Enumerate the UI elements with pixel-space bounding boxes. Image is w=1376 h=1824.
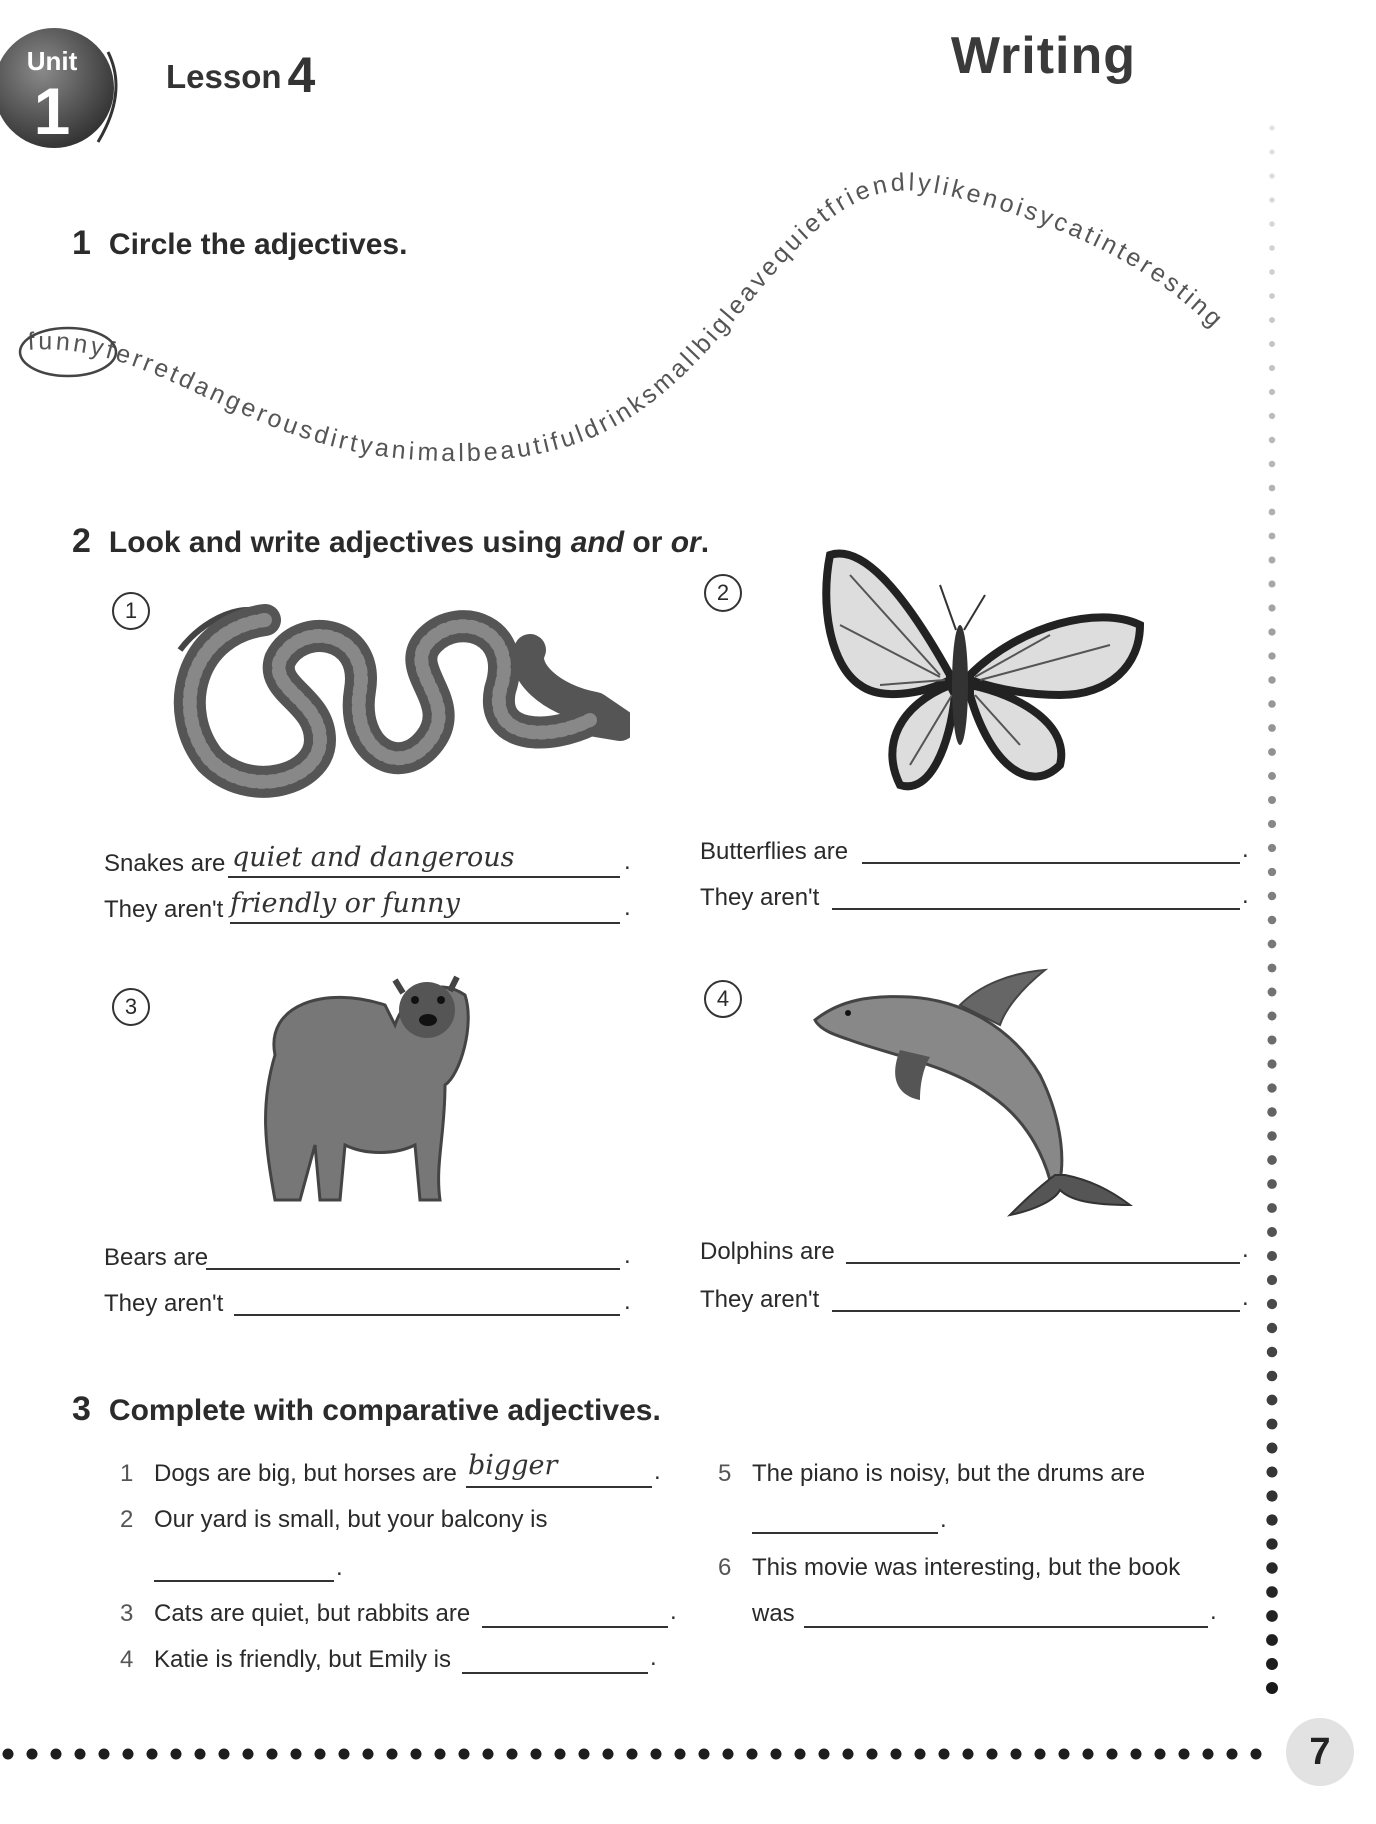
- decorative-dot: [1266, 1562, 1277, 1573]
- item4-line1-label: Dolphins are: [700, 1238, 835, 1265]
- ex3-item5-text: The piano is noisy, but the drums are: [752, 1460, 1146, 1487]
- decorative-dot: [1266, 1538, 1277, 1549]
- decorative-dot: [435, 1749, 446, 1760]
- period: .: [670, 1598, 677, 1625]
- decorative-dot: [1269, 461, 1276, 468]
- decorative-dot: [1268, 628, 1275, 635]
- decorative-dot: [51, 1749, 62, 1760]
- period: .: [650, 1644, 657, 1671]
- decorative-dot: [963, 1749, 974, 1760]
- decorative-dot: [1267, 1395, 1278, 1406]
- exercise2-number: 2: [72, 522, 91, 560]
- decorative-dot: [507, 1749, 518, 1760]
- decorative-dot: [1267, 1107, 1276, 1116]
- item4-line1-blank[interactable]: [846, 1262, 1240, 1264]
- ex3-item4-num: 4: [120, 1646, 134, 1673]
- item1-line1-label: Snakes are: [104, 850, 226, 877]
- decorative-dots-right: [1260, 120, 1284, 1710]
- period: .: [1242, 1284, 1249, 1311]
- period: .: [624, 1242, 631, 1269]
- section-title: Writing: [950, 27, 1136, 85]
- exercise3-heading: [72, 1390, 661, 1429]
- item2-number: 2: [704, 574, 742, 612]
- decorative-dot: [1266, 1634, 1278, 1646]
- decorative-dot: [1267, 1251, 1277, 1261]
- ex3-item6-text: This movie was interesting, but the book: [752, 1554, 1181, 1581]
- decorative-dot: [531, 1749, 542, 1760]
- exercise2-instruction-and: and: [570, 526, 625, 559]
- item3-line1-label: Bears are: [104, 1244, 209, 1271]
- ex3-item3-text: Cats are quiet, but rabbits are: [154, 1600, 471, 1627]
- item4-line2-label: They aren't: [700, 1286, 820, 1313]
- decorative-dot: [1267, 1083, 1276, 1092]
- decorative-dot: [699, 1749, 710, 1760]
- decorative-dot: [1268, 580, 1275, 587]
- decorative-dot: [1227, 1749, 1238, 1760]
- decorative-dot: [1267, 1203, 1277, 1213]
- ex3-item1: [120, 1460, 457, 1488]
- decorative-dot: [1266, 1514, 1277, 1525]
- decorative-dot: [1267, 1035, 1276, 1044]
- decorative-dot: [843, 1749, 854, 1760]
- unit-badge: [0, 22, 120, 154]
- decorative-dot: [1268, 820, 1276, 828]
- lesson-label: Lesson: [166, 58, 282, 95]
- item1-line2-blank[interactable]: [230, 922, 620, 924]
- decorative-dot: [1266, 1586, 1278, 1598]
- item1-line1-blank[interactable]: [228, 876, 620, 878]
- decorative-dot: [339, 1749, 350, 1760]
- decorative-dot: [1268, 988, 1277, 997]
- word-snake: [0, 150, 1300, 490]
- decorative-dot: [651, 1749, 662, 1760]
- item1-line2-answer: friendly or funny: [230, 888, 460, 919]
- bear-illustration: [245, 965, 485, 1210]
- ex3-item5-blank[interactable]: [752, 1532, 938, 1534]
- decorative-dot: [1268, 868, 1276, 876]
- decorative-dot: [171, 1749, 182, 1760]
- decorative-dot: [1270, 126, 1275, 131]
- decorative-dot: [243, 1749, 254, 1760]
- decorative-dot: [1266, 1466, 1277, 1477]
- decorative-dot: [1267, 1179, 1277, 1189]
- period: .: [1210, 1598, 1217, 1625]
- ex3-item5: [718, 1460, 1145, 1488]
- decorative-dot: [1268, 916, 1277, 925]
- item3-number: 3: [112, 988, 150, 1026]
- decorative-dot: [1268, 604, 1275, 611]
- decorative-dot: [147, 1749, 158, 1760]
- decorative-dot: [3, 1749, 14, 1760]
- decorative-dot: [1269, 197, 1274, 202]
- decorative-dot: [579, 1749, 590, 1760]
- decorative-dot: [99, 1749, 110, 1760]
- item2-line2-blank[interactable]: [832, 908, 1240, 910]
- decorative-dot: [27, 1749, 38, 1760]
- ex3-item3-blank[interactable]: [482, 1626, 668, 1628]
- ex3-item2-blank[interactable]: [154, 1580, 334, 1582]
- decorative-dot: [915, 1749, 926, 1760]
- lesson-number: 4: [287, 47, 316, 103]
- decorative-dot: [1267, 1299, 1277, 1309]
- decorative-dot: [1266, 1610, 1278, 1622]
- unit-number: 1: [33, 74, 71, 148]
- decorative-dot: [1268, 940, 1277, 949]
- exercise1-number: 1: [72, 224, 91, 262]
- decorative-dot: [315, 1749, 326, 1760]
- unit-label: Unit: [26, 46, 78, 76]
- lesson-title: [166, 46, 315, 104]
- decorative-dot: [1266, 1658, 1278, 1670]
- decorative-dot: [75, 1749, 86, 1760]
- decorative-dot: [1268, 748, 1276, 756]
- ex3-item4-text: Katie is friendly, but Emily is: [154, 1646, 451, 1673]
- decorative-dot: [195, 1749, 206, 1760]
- item1-line2-label: They aren't: [104, 896, 224, 923]
- ex3-item4-blank[interactable]: [462, 1672, 648, 1674]
- decorative-dot: [1269, 413, 1275, 419]
- decorative-dot: [1269, 173, 1274, 178]
- decorative-dot: [1267, 1275, 1277, 1285]
- ex3-item6-num: 6: [718, 1554, 732, 1581]
- exercise1-instruction: Circle the adjectives.: [108, 228, 408, 261]
- period: .: [624, 848, 631, 875]
- ex3-item6: [718, 1554, 1180, 1582]
- decorative-dot: [555, 1749, 566, 1760]
- decorative-dot: [1266, 1682, 1278, 1694]
- decorative-dot: [939, 1749, 950, 1760]
- ex3-item6-text2: was: [752, 1600, 795, 1627]
- period: .: [624, 894, 631, 921]
- exercise2-heading: [72, 522, 709, 561]
- decorative-dot: [1011, 1749, 1022, 1760]
- decorative-dot: [1131, 1749, 1142, 1760]
- decorative-dot: [1269, 485, 1276, 492]
- decorative-dot: [603, 1749, 614, 1760]
- exercise2-instruction-mid: or: [624, 526, 671, 559]
- decorative-dot: [1083, 1749, 1094, 1760]
- period: .: [1242, 1236, 1249, 1263]
- word-snake-text: [27, 168, 1230, 467]
- decorative-dot: [1268, 844, 1276, 852]
- ex3-item2-text: Our yard is small, but your balcony is: [154, 1506, 548, 1533]
- decorative-dot: [1269, 437, 1275, 443]
- ex3-item5-num: 5: [718, 1460, 732, 1487]
- period: .: [940, 1506, 947, 1533]
- item2-line1-label: Butterflies are: [700, 838, 849, 865]
- decorative-dot: [771, 1749, 782, 1760]
- page-number: 7: [1286, 1718, 1354, 1786]
- period: .: [336, 1554, 343, 1581]
- decorative-dot: [1269, 341, 1275, 347]
- decorative-dot: [1268, 772, 1276, 780]
- ex3-item3: [120, 1600, 470, 1628]
- butterfly-illustration: [820, 545, 1150, 800]
- decorative-dot: [723, 1749, 734, 1760]
- decorative-dot: [747, 1749, 758, 1760]
- ex3-item2: [120, 1506, 547, 1534]
- decorative-dot: [1268, 892, 1276, 900]
- ex3-item6-blank[interactable]: [804, 1626, 1208, 1628]
- exercise3-number: 3: [72, 1390, 91, 1428]
- ex3-item1-blank[interactable]: [466, 1486, 652, 1488]
- decorative-dot: [795, 1749, 806, 1760]
- decorative-dot: [1268, 652, 1275, 659]
- snake-illustration: [170, 590, 630, 810]
- decorative-dot: [1035, 1749, 1046, 1760]
- ex3-item4: [120, 1646, 451, 1674]
- exercise2-instruction-prefix: Look and write adjectives using: [108, 526, 571, 559]
- decorative-dot: [1269, 389, 1275, 395]
- decorative-dot: [1267, 1419, 1278, 1430]
- word-snake-path: funnyferretdangerousdirtyanimalbeautifuldrinksmallbigleavequietfriendlylikenoisycatinteresting: [26, 168, 1231, 468]
- decorative-dots-bottom: [0, 1742, 1280, 1766]
- decorative-dot: [219, 1749, 230, 1760]
- decorative-dot: [1179, 1749, 1190, 1760]
- decorative-dot: [1269, 317, 1275, 323]
- decorative-dot: [987, 1749, 998, 1760]
- ex3-item1-answer: bigger: [468, 1450, 558, 1481]
- decorative-dot: [1267, 1059, 1276, 1068]
- decorative-dot: [1269, 557, 1276, 564]
- decorative-dot: [483, 1749, 494, 1760]
- period: .: [1242, 882, 1249, 909]
- item1-line1-answer: quiet and dangerous: [232, 842, 515, 873]
- decorative-dot: [675, 1749, 686, 1760]
- decorative-dot: [291, 1749, 302, 1760]
- item3-line2-blank[interactable]: [234, 1314, 620, 1316]
- item2-line1-blank[interactable]: [862, 862, 1240, 864]
- decorative-dot: [411, 1749, 422, 1760]
- decorative-dot: [1269, 221, 1274, 226]
- decorative-dot: [1269, 509, 1276, 516]
- decorative-dot: [1267, 1371, 1278, 1382]
- decorative-dot: [363, 1749, 374, 1760]
- item3-line1-blank[interactable]: [206, 1268, 620, 1270]
- decorative-dot: [1269, 365, 1275, 371]
- decorative-dot: [1269, 293, 1275, 299]
- ex3-item2-num: 2: [120, 1506, 134, 1533]
- decorative-dot: [1059, 1749, 1070, 1760]
- dolphin-illustration: [810, 965, 1140, 1220]
- decorative-dot: [1268, 700, 1276, 708]
- decorative-dot: [1267, 1227, 1277, 1237]
- ex3-item3-num: 3: [120, 1600, 134, 1627]
- decorative-dot: [1269, 245, 1275, 251]
- decorative-dot: [1267, 1443, 1278, 1454]
- item1-number: 1: [112, 592, 150, 630]
- decorative-dot: [1268, 724, 1276, 732]
- item4-number: 4: [704, 980, 742, 1018]
- decorative-dot: [123, 1749, 134, 1760]
- decorative-dot: [1269, 533, 1276, 540]
- period: .: [654, 1458, 661, 1485]
- decorative-dot: [1268, 1012, 1277, 1021]
- decorative-dot: [1251, 1749, 1262, 1760]
- decorative-dot: [459, 1749, 470, 1760]
- item2-line2-label: They aren't: [700, 884, 820, 911]
- decorative-dot: [1267, 1131, 1277, 1141]
- decorative-dot: [1155, 1749, 1166, 1760]
- decorative-dot: [891, 1749, 902, 1760]
- decorative-dot: [1267, 1347, 1277, 1357]
- decorative-dot: [387, 1749, 398, 1760]
- item4-line2-blank[interactable]: [832, 1310, 1240, 1312]
- decorative-dot: [1268, 796, 1276, 804]
- decorative-dot: [1266, 1490, 1277, 1501]
- ex3-item1-num: 1: [120, 1460, 134, 1487]
- decorative-dot: [1269, 269, 1275, 275]
- ex3-item1-text: Dogs are big, but horses are: [154, 1460, 457, 1487]
- decorative-dot: [1107, 1749, 1118, 1760]
- exercise2-instruction-or: or: [670, 526, 701, 559]
- decorative-dot: [267, 1749, 278, 1760]
- exercise2-instruction-end: .: [700, 526, 710, 559]
- period: .: [1242, 836, 1249, 863]
- decorative-dot: [627, 1749, 638, 1760]
- decorative-dot: [1268, 964, 1277, 973]
- period: .: [624, 1288, 631, 1315]
- decorative-dot: [867, 1749, 878, 1760]
- decorative-dot: [1203, 1749, 1214, 1760]
- decorative-dot: [1268, 676, 1275, 683]
- decorative-dot: [1267, 1323, 1277, 1333]
- decorative-dot: [819, 1749, 830, 1760]
- item3-line2-label: They aren't: [104, 1290, 224, 1317]
- decorative-dot: [1269, 149, 1274, 154]
- exercise3-instruction: Complete with comparative adjectives.: [108, 1394, 661, 1427]
- decorative-dot: [1267, 1155, 1277, 1165]
